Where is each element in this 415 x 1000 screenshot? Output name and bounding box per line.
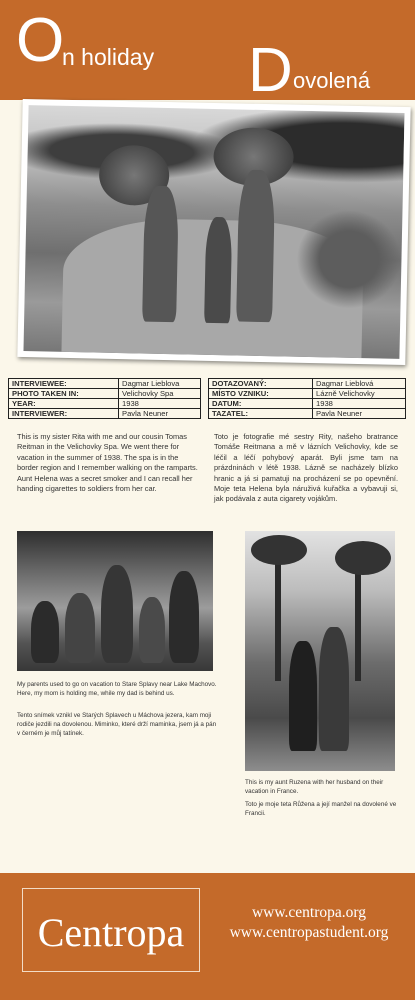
info-row bbox=[9, 389, 201, 399]
info-label: PHOTO TAKEN IN: bbox=[9, 389, 119, 399]
photo-person bbox=[31, 601, 59, 663]
info-table-en bbox=[8, 378, 201, 419]
photo-person bbox=[169, 571, 199, 663]
info-row bbox=[9, 399, 201, 409]
girl-right bbox=[236, 170, 275, 323]
info-label: DATUM: bbox=[209, 399, 313, 409]
info-row bbox=[9, 409, 201, 419]
photo-person bbox=[101, 565, 133, 663]
header-banner bbox=[0, 0, 415, 105]
info-label: DOTAZOVANÝ: bbox=[209, 379, 313, 389]
info-value: Pavla Neuner bbox=[119, 409, 201, 419]
info-row bbox=[209, 409, 406, 419]
title-en-initial: O bbox=[16, 6, 65, 75]
family-beach-photo bbox=[17, 531, 213, 671]
info-label: INTERVIEWEE: bbox=[9, 379, 119, 389]
story-text-en: This is my sister Rita with me and our cousin Tomas Reitman in the Velichovky Spa. We went there for vacation in the summer of 1938. The spa is in the border region and I remember walking on the ramparts. Aunt Helena was a secret smoker and I can recall her handing cigarettes to soldiers from her car. bbox=[17, 432, 198, 494]
info-row bbox=[209, 389, 406, 399]
info-label: YEAR: bbox=[9, 399, 119, 409]
photo2-caption-en: My parents used to go on vacation to Stare Splavy near Lake Machovo. Here, my mom is holding me, while my dad is behind us. bbox=[17, 681, 217, 697]
photo-person bbox=[65, 593, 95, 663]
info-value: Pavla Neuner bbox=[313, 409, 406, 419]
info-value: Velichovky Spa bbox=[119, 389, 201, 399]
info-value: 1938 bbox=[119, 399, 201, 409]
info-table-cz bbox=[208, 378, 406, 419]
photo3-caption-cz: Toto je moje teta Růžena a její manžel na dovolené ve Francii. bbox=[245, 801, 397, 817]
photo-person-man bbox=[319, 627, 349, 751]
main-photo bbox=[23, 105, 404, 359]
info-value: Dagmar Lieblova bbox=[119, 379, 201, 389]
palm-leaves bbox=[335, 541, 391, 575]
boy-middle bbox=[204, 217, 232, 324]
centropa-logo bbox=[22, 888, 200, 972]
info-label: TAZATEL: bbox=[209, 409, 313, 419]
info-row bbox=[9, 379, 201, 389]
photo-person bbox=[139, 597, 165, 663]
info-value: Lázně Velichovky bbox=[313, 389, 406, 399]
info-row bbox=[209, 379, 406, 389]
title-cz-rest: ovolená bbox=[293, 68, 371, 93]
main-photo-frame bbox=[17, 99, 410, 365]
title-en-rest: n holiday bbox=[62, 44, 155, 70]
student-website-link[interactable]: www.centropastudent.org bbox=[229, 924, 389, 941]
footer-banner bbox=[0, 873, 415, 1000]
photo3-caption-en: This is my aunt Ruzena with her husband on their vacation in France. bbox=[245, 779, 384, 795]
info-label: MÍSTO VZNIKU: bbox=[209, 389, 313, 399]
photo-person-woman bbox=[289, 641, 317, 751]
info-value: Dagmar Lieblová bbox=[313, 379, 406, 389]
info-label: INTERVIEWER: bbox=[9, 409, 119, 419]
title-cz-initial: D bbox=[248, 36, 293, 105]
couple-france-photo bbox=[245, 531, 395, 771]
girl-left bbox=[142, 186, 179, 323]
palm-leaves bbox=[251, 535, 307, 565]
website-link[interactable]: www.centropa.org bbox=[251, 904, 367, 921]
photo2-caption-cz: Tento snímek vznikl ve Starých Splavech u Máchova jezera, kam moji rodiče jezdili na dovolenou. Miminko, které drží maminka, jsem já a pán v černém je můj tatínek. bbox=[17, 712, 217, 737]
info-value: 1938 bbox=[313, 399, 406, 409]
info-row bbox=[209, 399, 406, 409]
story-text-cz: Toto je fotografie mé sestry Rity, našeho bratrance Tomáše Reitmana a mě v lázních Velichovky, kde se léčil a léčí pohybový aparát. Byli jsme tam na prázdninách v létě 1938. Lázně se nacházely blízko hranic a já si pamatuji na procházení se po opevnění. Moje teta Helena byla náruživá kuřačka a vybavuji si, jak podávala z auta cigarety vojákům. bbox=[214, 432, 398, 504]
photo-bushes bbox=[295, 209, 402, 310]
logo-text: Centropa bbox=[37, 910, 185, 955]
